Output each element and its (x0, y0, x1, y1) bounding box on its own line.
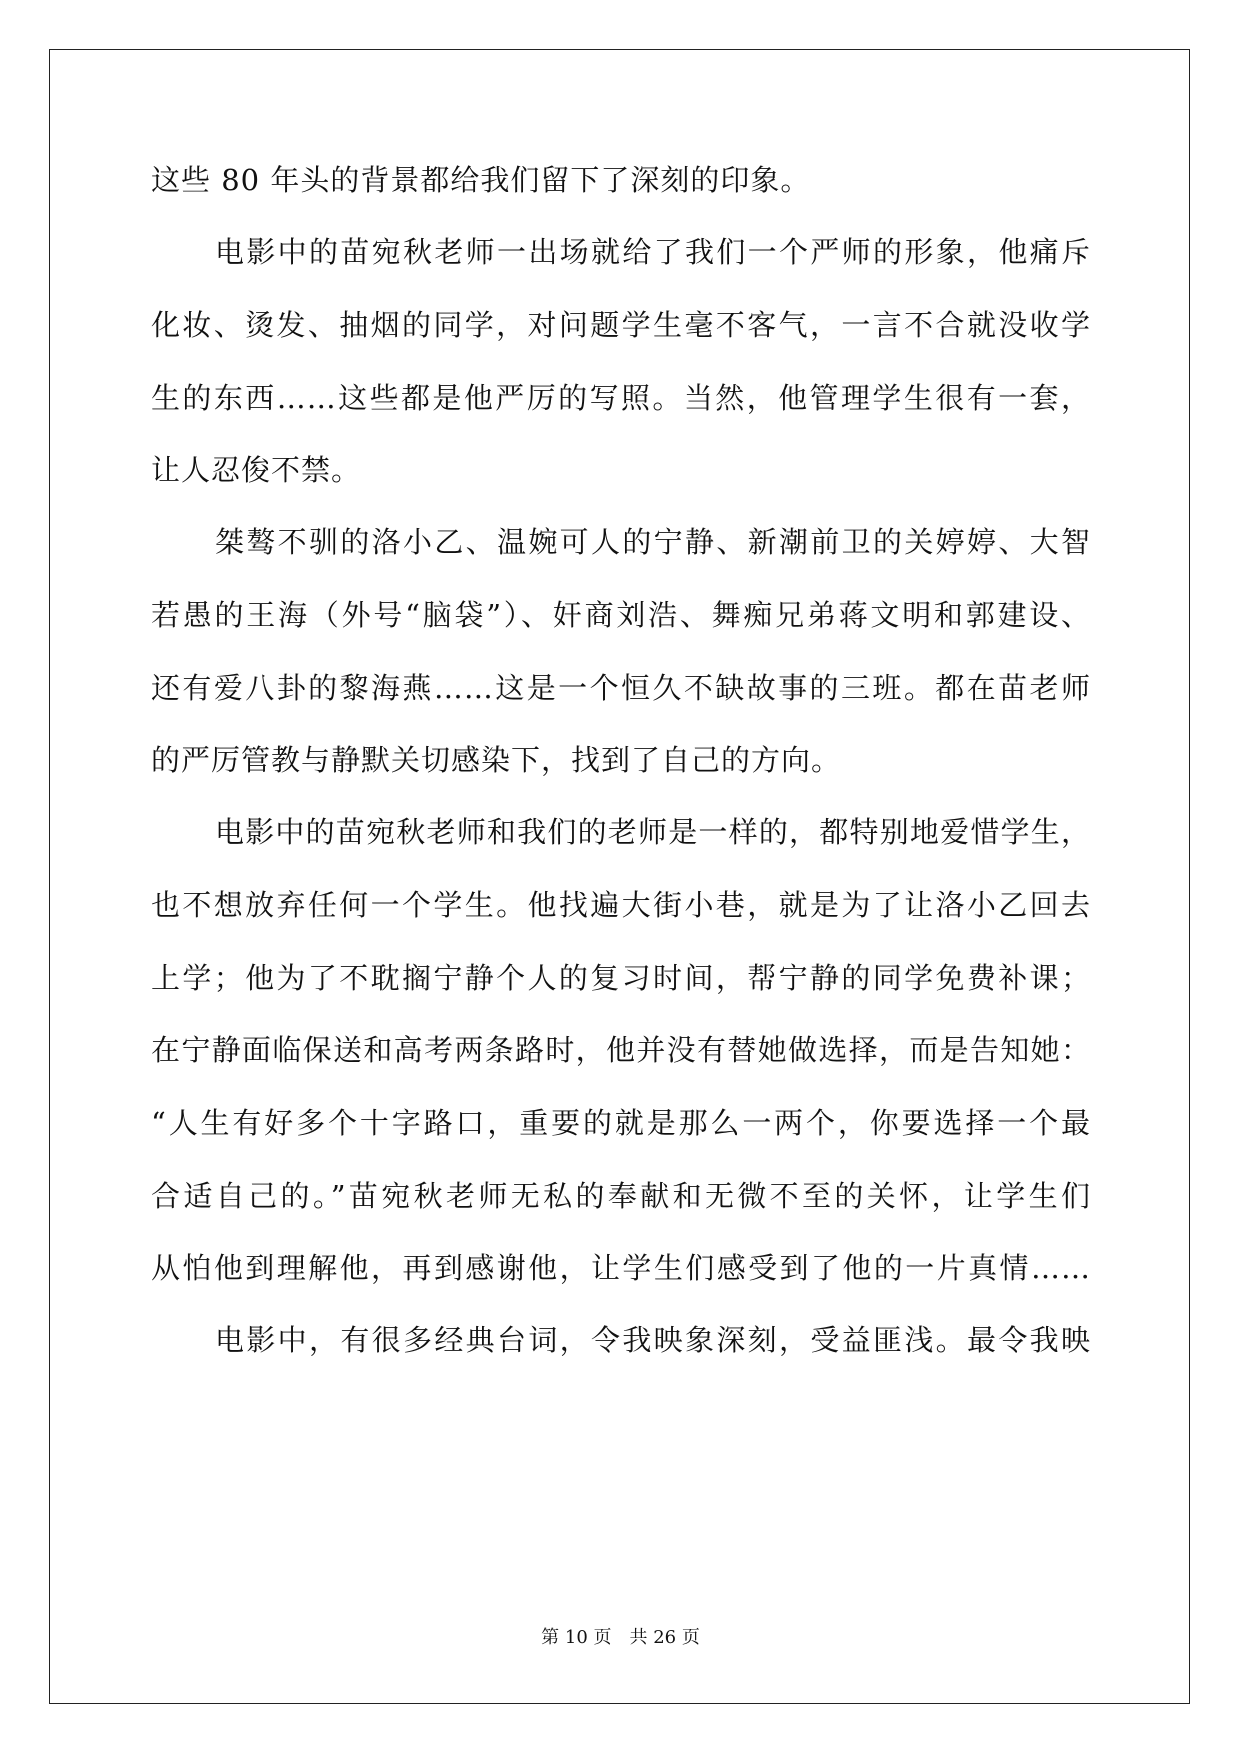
text-line: 这些 80 年头的背景都给我们留下了深刻的印象。 (151, 163, 811, 197)
text-line: 让人忍俊不禁。 (151, 453, 362, 487)
text-line: 从怕他到理解他，再到感谢他，让学生们感受到了他的一片真情…… (151, 1251, 1091, 1285)
text-line: 还有爱八卦的黎海燕……这是一个恒久不缺故事的三班。都在苗老师 (151, 671, 1091, 705)
page-number-footer: 第 10 页 共 26 页 (541, 1627, 700, 1648)
text-line: 的严厉管教与静默关切感染下，找到了自己的方向。 (151, 743, 842, 777)
text-line: 电影中的苗宛秋老师和我们的老师是一样的，都特别地爱惜学生， (215, 815, 1091, 849)
text-line: 生的东西……这些都是他严厉的写照。当然，他管理学生很有一套， (151, 381, 1091, 415)
text-line: 电影中的苗宛秋老师一出场就给了我们一个严师的形象，他痛斥 (215, 235, 1091, 269)
text-line: 合适自己的。”苗宛秋老师无私的奉献和无微不至的关怀，让学生们 (151, 1179, 1091, 1213)
text-line: 在宁静面临保送和高考两条路时，他并没有替她做选择，而是告知她： (151, 1033, 1091, 1067)
text-line: 化妆、烫发、抽烟的同学，对问题学生毫不客气，一言不合就没收学 (151, 308, 1091, 342)
text-line: 也不想放弃任何一个学生。他找遍大街小巷，就是为了让洛小乙回去 (151, 888, 1091, 922)
text-line: “人生有好多个十字路口，重要的就是那么一两个，你要选择一个最 (151, 1106, 1091, 1140)
text-line: 上学；他为了不耽搁宁静个人的复习时间，帮宁静的同学免费补课； (151, 961, 1091, 995)
text-line: 若愚的王海（外号“脑袋”）、奸商刘浩、舞痴兄弟蒋文明和郭建设、 (151, 598, 1091, 632)
text-line: 电影中，有很多经典台词，令我映象深刻，受益匪浅。最令我映 (215, 1323, 1091, 1357)
page-border (49, 49, 1190, 1704)
text-line: 桀骜不驯的洛小乙、温婉可人的宁静、新潮前卫的关婷婷、大智 (215, 525, 1091, 559)
